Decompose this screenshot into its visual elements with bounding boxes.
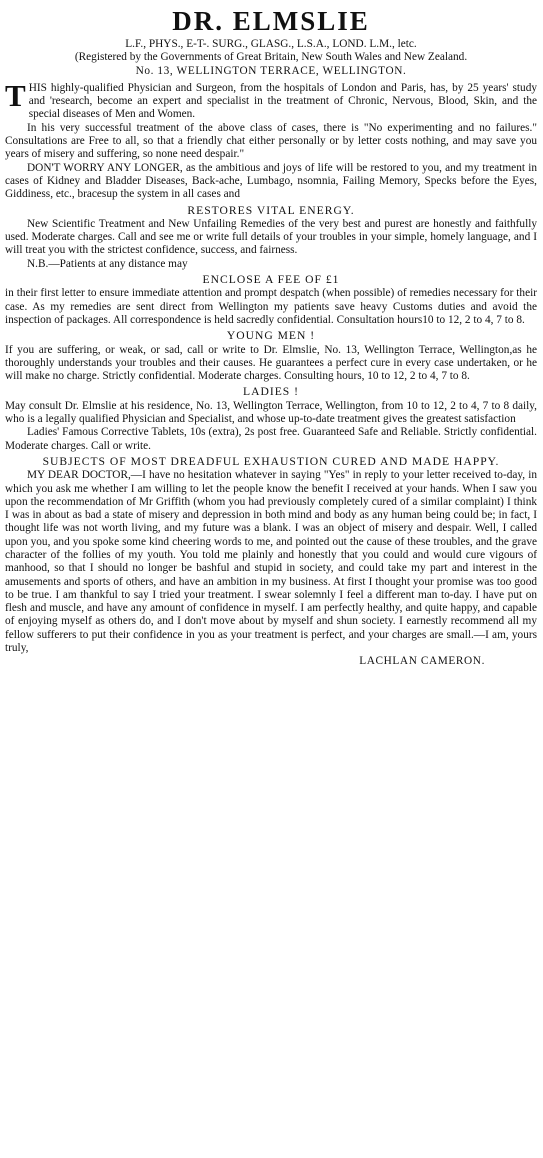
registration-line: (Registered by the Governments of Great Britain, New South Wales and New Zealand. <box>74 51 468 64</box>
fee-heading: ENCLOSE A FEE OF £1 <box>202 273 340 287</box>
tablets-paragraph: Ladies' Famous Corrective Tablets, 10s (extra), 2s post free. Guaranteed Safe and Reliable. Strictly confidential. Moderate charges. Call or write. <box>5 426 537 452</box>
intro-paragraph <box>5 77 537 122</box>
drop-cap: T <box>5 77 26 113</box>
worry-paragraph: DON'T WORRY ANY LONGER, as the ambitious and joys of life will be restored to you, and my treatment in cases of Kidney and Bladder Diseases, Back-ache, Lumbago, nsomnia, Failing Memory, Specks before the Eyes, Giddiness, etc., bracesup the system in all cases and <box>5 161 537 201</box>
fee-paragraph: in their first letter to ensure immediate attention and prompt despatch (when possible) of remedies necessary for their case. As my remedies are sent direct from Wellington my patients save heavy Customs duties and avoid the inspection of packages. All correspondence is held sacredly confidential. Consultation hours10 to 12, 2 to 4, 7 to 8. <box>5 287 537 326</box>
restores-heading: RESTORES VITAL ENERGY. <box>187 203 355 217</box>
ladies-heading: LADIES ! <box>243 385 299 399</box>
young-men-paragraph: If you are suffering, or weak, or sad, call or write to Dr. Elmslie, No. 13, Wellington Terrace, Wellington,as he thoroughly understands your troubles and their causes. He guarantees a perfect cure in every case undertaken, or he will make no charge. Strictly confidential. Moderate charges. Consulting hours, 10 to 12, 2 to 4, 7 to 8. <box>5 343 537 383</box>
nb-line: N.B.—Patients at any distance may <box>27 257 188 270</box>
page-title: DR. ELMSLIE <box>172 6 370 36</box>
success-paragraph: In his very successful treatment of the above class of cases, there is "No experimenting and no failures." Consultations are Free to all, so that a friendly chat either personally or by letter costs nothing, and may save you years of misery and suffering, so none need despair." <box>5 121 537 161</box>
scientific-paragraph: New Scientific Treatment and New Unfailing Remedies of the very best and purest are honestly and faithfully used. Moderate charges. Call and see me or write full details of your troubles in your simple, homely language, and I will treat you with the strictest confidence, success, and fairness. <box>5 217 537 257</box>
intro-text: HIS highly-qualified Physician and Surgeon, from the hospitals of London and Paris, has, by 25 years' study and 'research, become an expert and specialist in the treatment of Chronic, Nervous, Blood, Skin, and the special diseases of Men and Women. <box>28 81 537 121</box>
signature: LACHLAN CAMERON. <box>359 655 485 668</box>
testimonial-letter: MY DEAR DOCTOR,—I have no hesitation whatever in saying "Yes" in reply to your letter received to-day, in which you ask me whether I am willing to let the people know the benefit I received at your hands. When I saw you upon the recommendation of Mr Griffith (whom you had previously completely cured of a similar complaint) I think I was in about as bad a state of misery and depression in both mind and body as any human being could be; in fact, I thought life was not worth living, and my future was a blank. I was an object of misery and despair. Well, I called upon you, and you spoke some kind cheering words to me, and pointed out the cause of these troubles, and the grave character of the follies of my youth. You told me plainly and honestly that you could and would cure vigours of manhood, so that I should no longer be bashful and stupid in society, and could take my part and interest in the amusements and sports of others, and have an ambition in my business. At first I thought your promise was too good to be true. I am thankful to say I tried your treatment. I swear solemnly I feel a different man to-day. I have put on flesh and muscle, and have any amount of confidence in myself. I am perfectly healthy, and quite happy, and capable of enjoying myself as others do, and I don't move about by myself and shun society. I earnestly recommend all my fellow sufferers to put their confidence in you as your treatment is perfect, and your charges are small.—I am, yours truly, <box>5 469 537 655</box>
credentials-line: L.F., PHYS., E-T-. SURG., GLASG., L.S.A., LOND. L.M., letc. <box>125 38 417 50</box>
ladies-paragraph: May consult Dr. Elmslie at his residence, No. 13, Wellington Terrace, Wellington, from 10 to 12, 2 to 4, 7 to 8 daily, who is a legally qualified Physician and Specialist, and whose up-to-date treatment gives the greatest satisfaction <box>5 399 537 426</box>
address-line: No. 13, WELLINGTON TERRACE, WELLINGTON. <box>135 64 407 77</box>
subjects-heading: SUBJECTS OF MOST DREADFUL EXHAUSTION CURED AND MADE HAPPY. <box>42 454 500 468</box>
young-men-heading: YOUNG MEN ! <box>226 329 316 343</box>
